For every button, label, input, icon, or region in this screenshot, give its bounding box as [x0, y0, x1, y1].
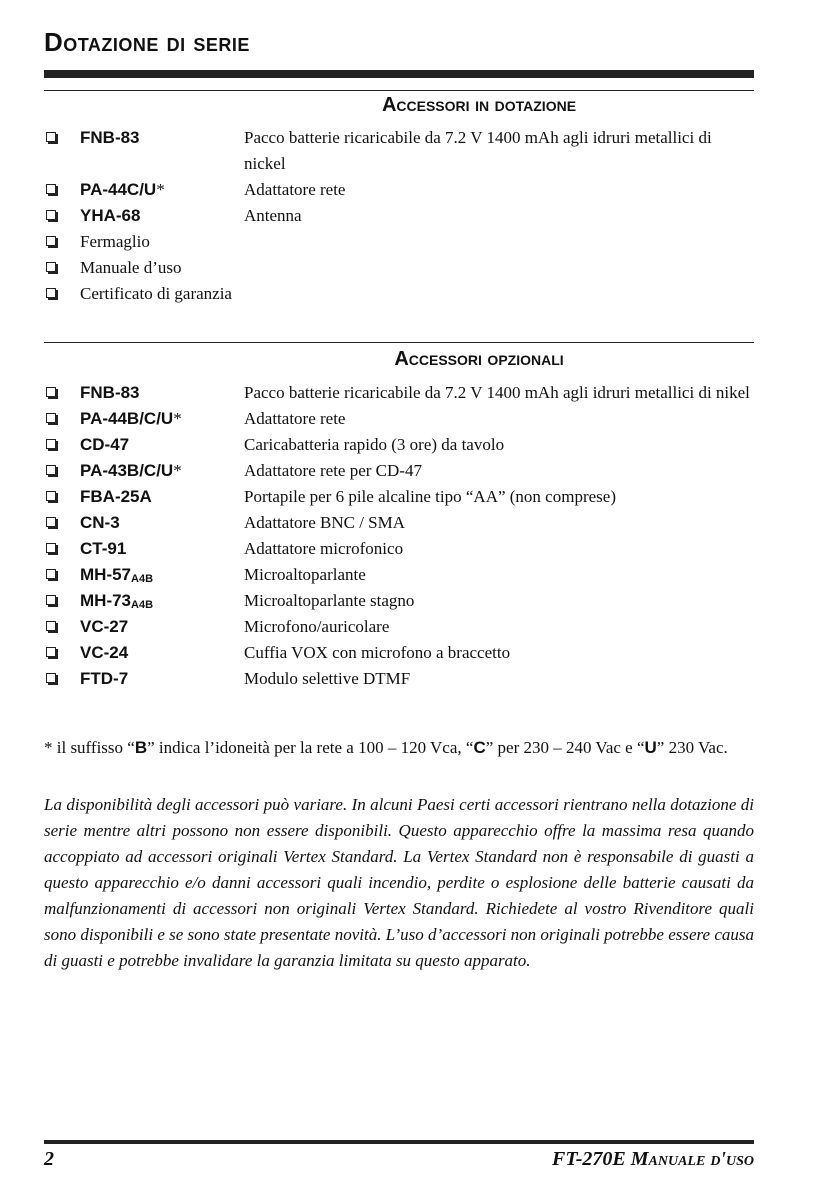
checkbox-icon	[46, 517, 56, 527]
accessory-description: Microaltoparlante	[244, 565, 366, 584]
list-item	[44, 484, 756, 510]
list-item	[44, 432, 756, 458]
footer-rule	[44, 1140, 754, 1144]
section-rule-included	[44, 90, 754, 91]
checkbox-icon	[46, 543, 56, 553]
accessory-name: Certificato di garanzia	[80, 284, 232, 303]
suffix-c: C	[473, 738, 486, 757]
list-item	[44, 614, 756, 640]
included-accessories-list	[44, 125, 756, 307]
accessory-code: CT-91	[80, 539, 127, 558]
section-rule-optional	[44, 342, 754, 343]
accessory-description: Cuffia VOX con microfono a braccetto	[244, 643, 511, 662]
checkbox-icon	[46, 288, 56, 298]
list-item	[44, 255, 756, 281]
list-item	[44, 177, 756, 203]
accessory-description: Antenna	[244, 206, 302, 225]
list-item	[44, 203, 756, 229]
accessory-description: Adattatore rete per CD-47	[244, 461, 422, 480]
section-title-optional: Accessori opzionali	[394, 348, 564, 370]
checkbox-icon	[46, 413, 56, 423]
suffix-u: U	[644, 738, 657, 757]
accessory-name: Fermaglio	[80, 232, 150, 251]
list-item	[44, 510, 756, 536]
accessory-code: VC-27	[80, 617, 129, 636]
accessory-code-suffix: A4B	[131, 599, 154, 611]
accessory-code: PA-44C/U*	[80, 180, 165, 199]
accessory-description: Microfono/auricolare	[244, 617, 390, 636]
checkbox-icon	[46, 621, 56, 631]
accessory-description: Adattatore BNC / SMA	[244, 513, 406, 532]
accessory-code: YHA-68	[80, 206, 141, 225]
accessory-description: Microaltoparlante stagno	[244, 591, 415, 610]
list-item	[44, 562, 756, 588]
accessory-description: Pacco batterie ricaricabile da 7.2 V 1400 mAh agli idruri metallici di nickel	[244, 128, 712, 173]
accessory-code: PA-44B/C/U*	[80, 409, 182, 428]
accessory-code: FTD-7	[80, 669, 129, 688]
suffix-footnote: * il suffisso “B” indica l’idoneità per la rete a 100 – 120 Vca, “C” per 230 – 240 Vac e “U” 230 Vac.	[44, 738, 728, 757]
accessory-description: Adattatore rete	[244, 180, 346, 199]
list-item	[44, 588, 756, 614]
list-item	[44, 640, 756, 666]
accessory-name: Manuale d’uso	[80, 258, 182, 277]
checkbox-icon	[46, 465, 56, 475]
accessory-description: Pacco batterie ricaricabile da 7.2 V 1400 mAh agli idruri metallici di nikel	[244, 383, 750, 402]
list-item	[44, 406, 756, 432]
footnote-star: *	[156, 180, 165, 199]
list-item	[44, 458, 756, 484]
accessory-code: CN-3	[80, 513, 120, 532]
checkbox-icon	[46, 673, 56, 683]
accessory-description: Caricabatteria rapido (3 ore) da tavolo	[244, 435, 505, 454]
manual-title: FT-270E Manuale d'uso	[552, 1148, 754, 1170]
checkbox-icon	[46, 595, 56, 605]
list-item	[44, 125, 756, 177]
list-item	[44, 666, 756, 692]
accessory-code: $MH-57_{A4B}$	[80, 565, 154, 585]
section-title-included: Accessori in dotazione	[381, 94, 577, 116]
checkbox-icon	[46, 262, 56, 272]
list-item	[44, 536, 756, 562]
title-rule	[44, 70, 754, 78]
accessory-description: Adattatore microfonico	[244, 539, 404, 558]
checkbox-icon	[46, 439, 56, 449]
checkbox-icon	[46, 210, 56, 220]
list-item	[44, 281, 756, 307]
checkbox-icon	[46, 387, 56, 397]
accessory-code: VC-24	[80, 643, 129, 662]
accessory-description: Adattatore rete	[244, 409, 346, 428]
accessory-code: CD-47	[80, 435, 130, 454]
checkbox-icon	[46, 569, 56, 579]
page-title: Dotazione di serie	[44, 27, 250, 57]
accessory-code: FBA-25A	[80, 487, 152, 506]
list-item	[44, 380, 756, 406]
accessory-description: Portapile per 6 pile alcaline tipo “AA” (non comprese)	[244, 487, 616, 506]
suffix-b: B	[134, 738, 148, 757]
accessory-code: $MH-73_{A4B}$	[80, 591, 154, 611]
accessory-code: FNB-83	[80, 383, 140, 402]
checkbox-icon	[46, 184, 56, 194]
accessory-code: PA-43B/C/U*	[80, 461, 182, 480]
checkbox-icon	[46, 647, 56, 657]
page-number: 2	[44, 1148, 54, 1170]
accessory-description: Modulo selettive DTMF	[244, 669, 411, 688]
accessory-code: FNB-83	[80, 128, 140, 147]
optional-accessories-list	[44, 380, 756, 692]
availability-notice: La disponibilità degli accessori può variare. In alcuni Paesi certi accessori rientrano nella dotazione di serie mentre altri possono non essere disponibili. Questo apparecchio offre la massima resa quando accoppiato ad accessori originali Vertex Standard. La Vertex Standard non è responsabile di guasti a questo apparecchio e/o danni accessori quali incendio, perdite o esplosione delle batterie causati da malfunzionamenti di accessori non originali Vertex Standard. Richiedete al vostro Rivenditore quali sono disponibili e se sono state presentate novità. L’uso d’accessori non originali potrebbe essere causa di guasti e potrebbe invalidare la garanzia limitata su questo apparato.	[44, 795, 754, 970]
footnote-star: *	[173, 409, 182, 428]
list-item	[44, 229, 756, 255]
footnote-star: *	[173, 461, 182, 480]
accessory-code-suffix: A4B	[131, 573, 154, 585]
checkbox-icon	[46, 491, 56, 501]
checkbox-icon	[46, 132, 56, 142]
checkbox-icon	[46, 236, 56, 246]
